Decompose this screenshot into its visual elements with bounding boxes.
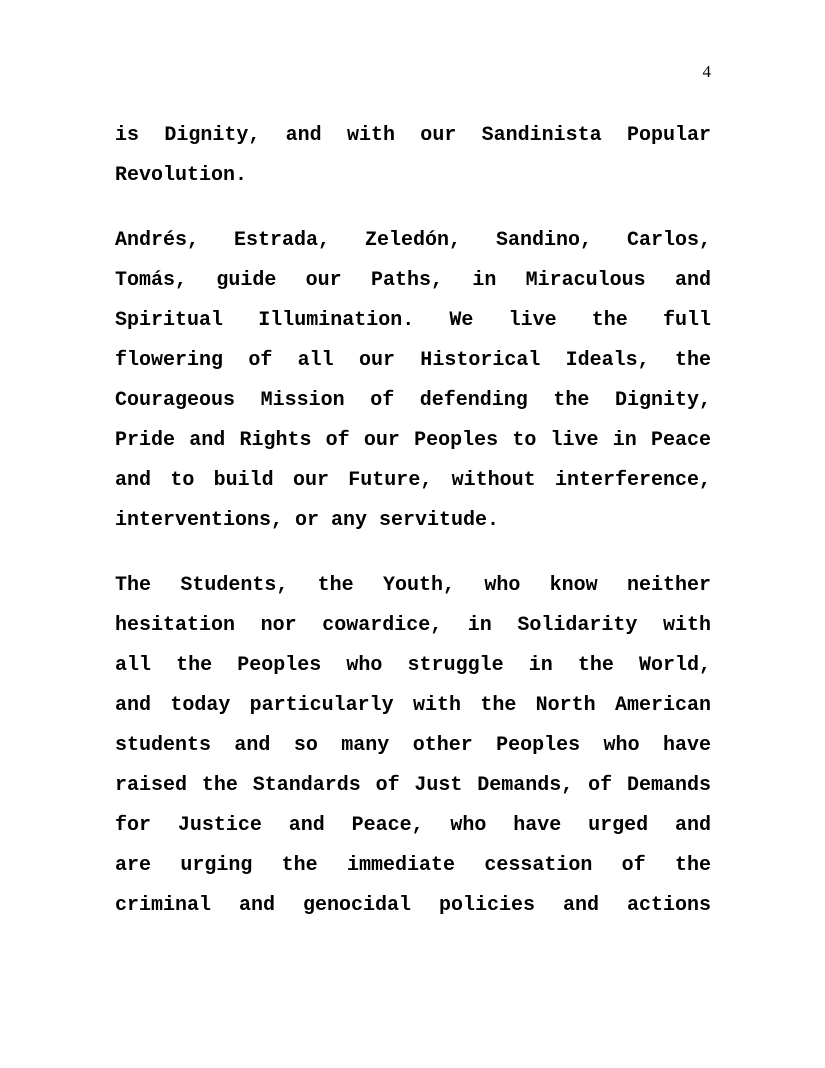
text-line: The Students, the Youth, who know neither [115,574,711,597]
text-line: criminal and genocidal policies and actions [115,894,711,917]
paragraph [115,566,711,926]
text-line: Andrés, Estrada, Zeledón, Sandino, Carlos, [115,229,711,252]
paragraph [115,221,711,541]
document-body [115,116,711,951]
text-line: all the Peoples who struggle in the World, [115,654,711,677]
text-line: Courageous Mission of defending the Dignity, [115,389,711,412]
text-line: and to build our Future, without interference, [115,469,711,492]
text-line: is Dignity, and with our Sandinista Popular [115,124,711,147]
text-line: Tomás, guide our Paths, in Miraculous and [115,269,711,292]
text-line: raised the Standards of Just Demands, of Demands [115,774,711,797]
text-line: for Justice and Peace, who have urged and [115,814,711,837]
text-line: interventions, or any servitude. [115,509,500,532]
text-line: students and so many other Peoples who have [115,734,711,757]
text-line: and today particularly with the North American [115,694,711,717]
paragraph [115,116,711,196]
text-line: are urging the immediate cessation of the [115,854,711,877]
text-line: Pride and Rights of our Peoples to live in Peace [115,429,711,452]
page-number: 4 [702,62,711,81]
text-line: flowering of all our Historical Ideals, the [115,349,711,372]
text-line: Revolution. [115,164,248,187]
text-line: Spiritual Illumination. We live the full [115,309,711,332]
text-line: hesitation nor cowardice, in Solidarity with [115,614,711,637]
